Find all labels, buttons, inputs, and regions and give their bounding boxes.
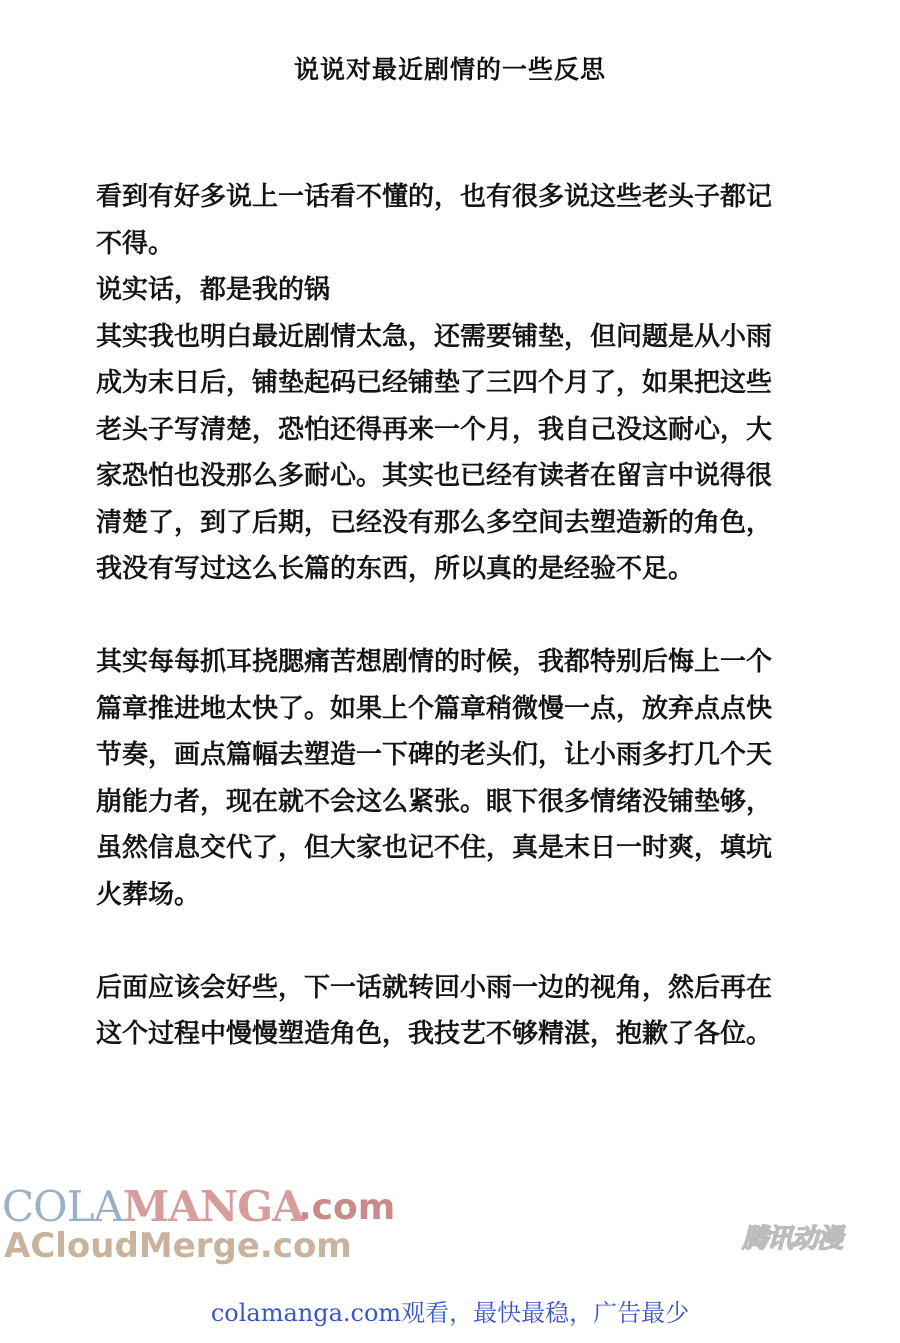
colamanga-watermark-cola: COLA [2,1182,123,1231]
paragraph-gap [96,593,836,640]
text-line: 不得。 [96,228,175,259]
article-body [96,174,836,1058]
paragraph [96,174,836,593]
text-line: 成为末日后，铺垫起码已经铺垫了三四个月了，如果把这些 [96,368,773,398]
page-title: 说说对最近剧情的一些反思 [293,55,606,84]
text-line: 节奏，画点篇幅去塑造一下碑的老头们，让小雨多打几个天 [96,740,773,770]
text-line: 后面应该会好些，下一话就转回小雨一边的视角，然后再在 [96,972,773,1003]
text-line: 家恐怕也没那么多耐心。其实也已经有读者在留言中说得很 [96,461,773,491]
text-line: 其实我也明白最近剧情太急，还需要铺垫，但问题是从小雨 [96,321,773,352]
text-line: 老头子写清楚，恐怕还得再来一个月，我自己没这耐心，大 [96,414,773,445]
text-line: 其实每每抓耳挠腮痛苦想剧情的时候，我都特别后悔上一个 [96,647,773,677]
text-line: 崩能力者，现在就不会这么紧张。眼下很多情绪没铺垫够， [96,786,773,817]
acloudmerge-watermark: ACloudMerge.com [4,1226,352,1266]
colamanga-watermark-manga: MANGA [122,1182,304,1231]
paragraph [96,639,836,918]
colamanga-watermark-domain: .com [298,1187,396,1228]
text-line: 虽然信息交代了，但大家也记不住，真是末日一时爽，填坑 [96,833,773,863]
paragraph [96,965,836,1058]
tencent-comic-watermark: 腾讯动漫 [742,1224,843,1254]
text-line: 火葬场。 [96,879,201,910]
text-line: 清楚了，到了后期，已经没有那么多空间去塑造新的角色， [96,507,773,538]
paragraph-gap [96,918,836,965]
text-line: 篇章推进地太快了。如果上个篇章稍微慢一点，放弃点点快 [96,693,773,724]
text-line: 看到有好多说上一话看不懂的，也有很多说这些老头子都记 [96,182,773,212]
text-line: 我没有写过这么长篇的东西，所以真的是经验不足。 [96,554,695,584]
text-line: 这个过程中慢慢塑造角色，我技艺不够精湛，抱歉了各位。 [96,1019,773,1049]
footer-promo-text: colamanga.com观看，最快最稳，广告最少 [210,1299,690,1327]
text-line: 说实话，都是我的锅 [96,275,331,305]
